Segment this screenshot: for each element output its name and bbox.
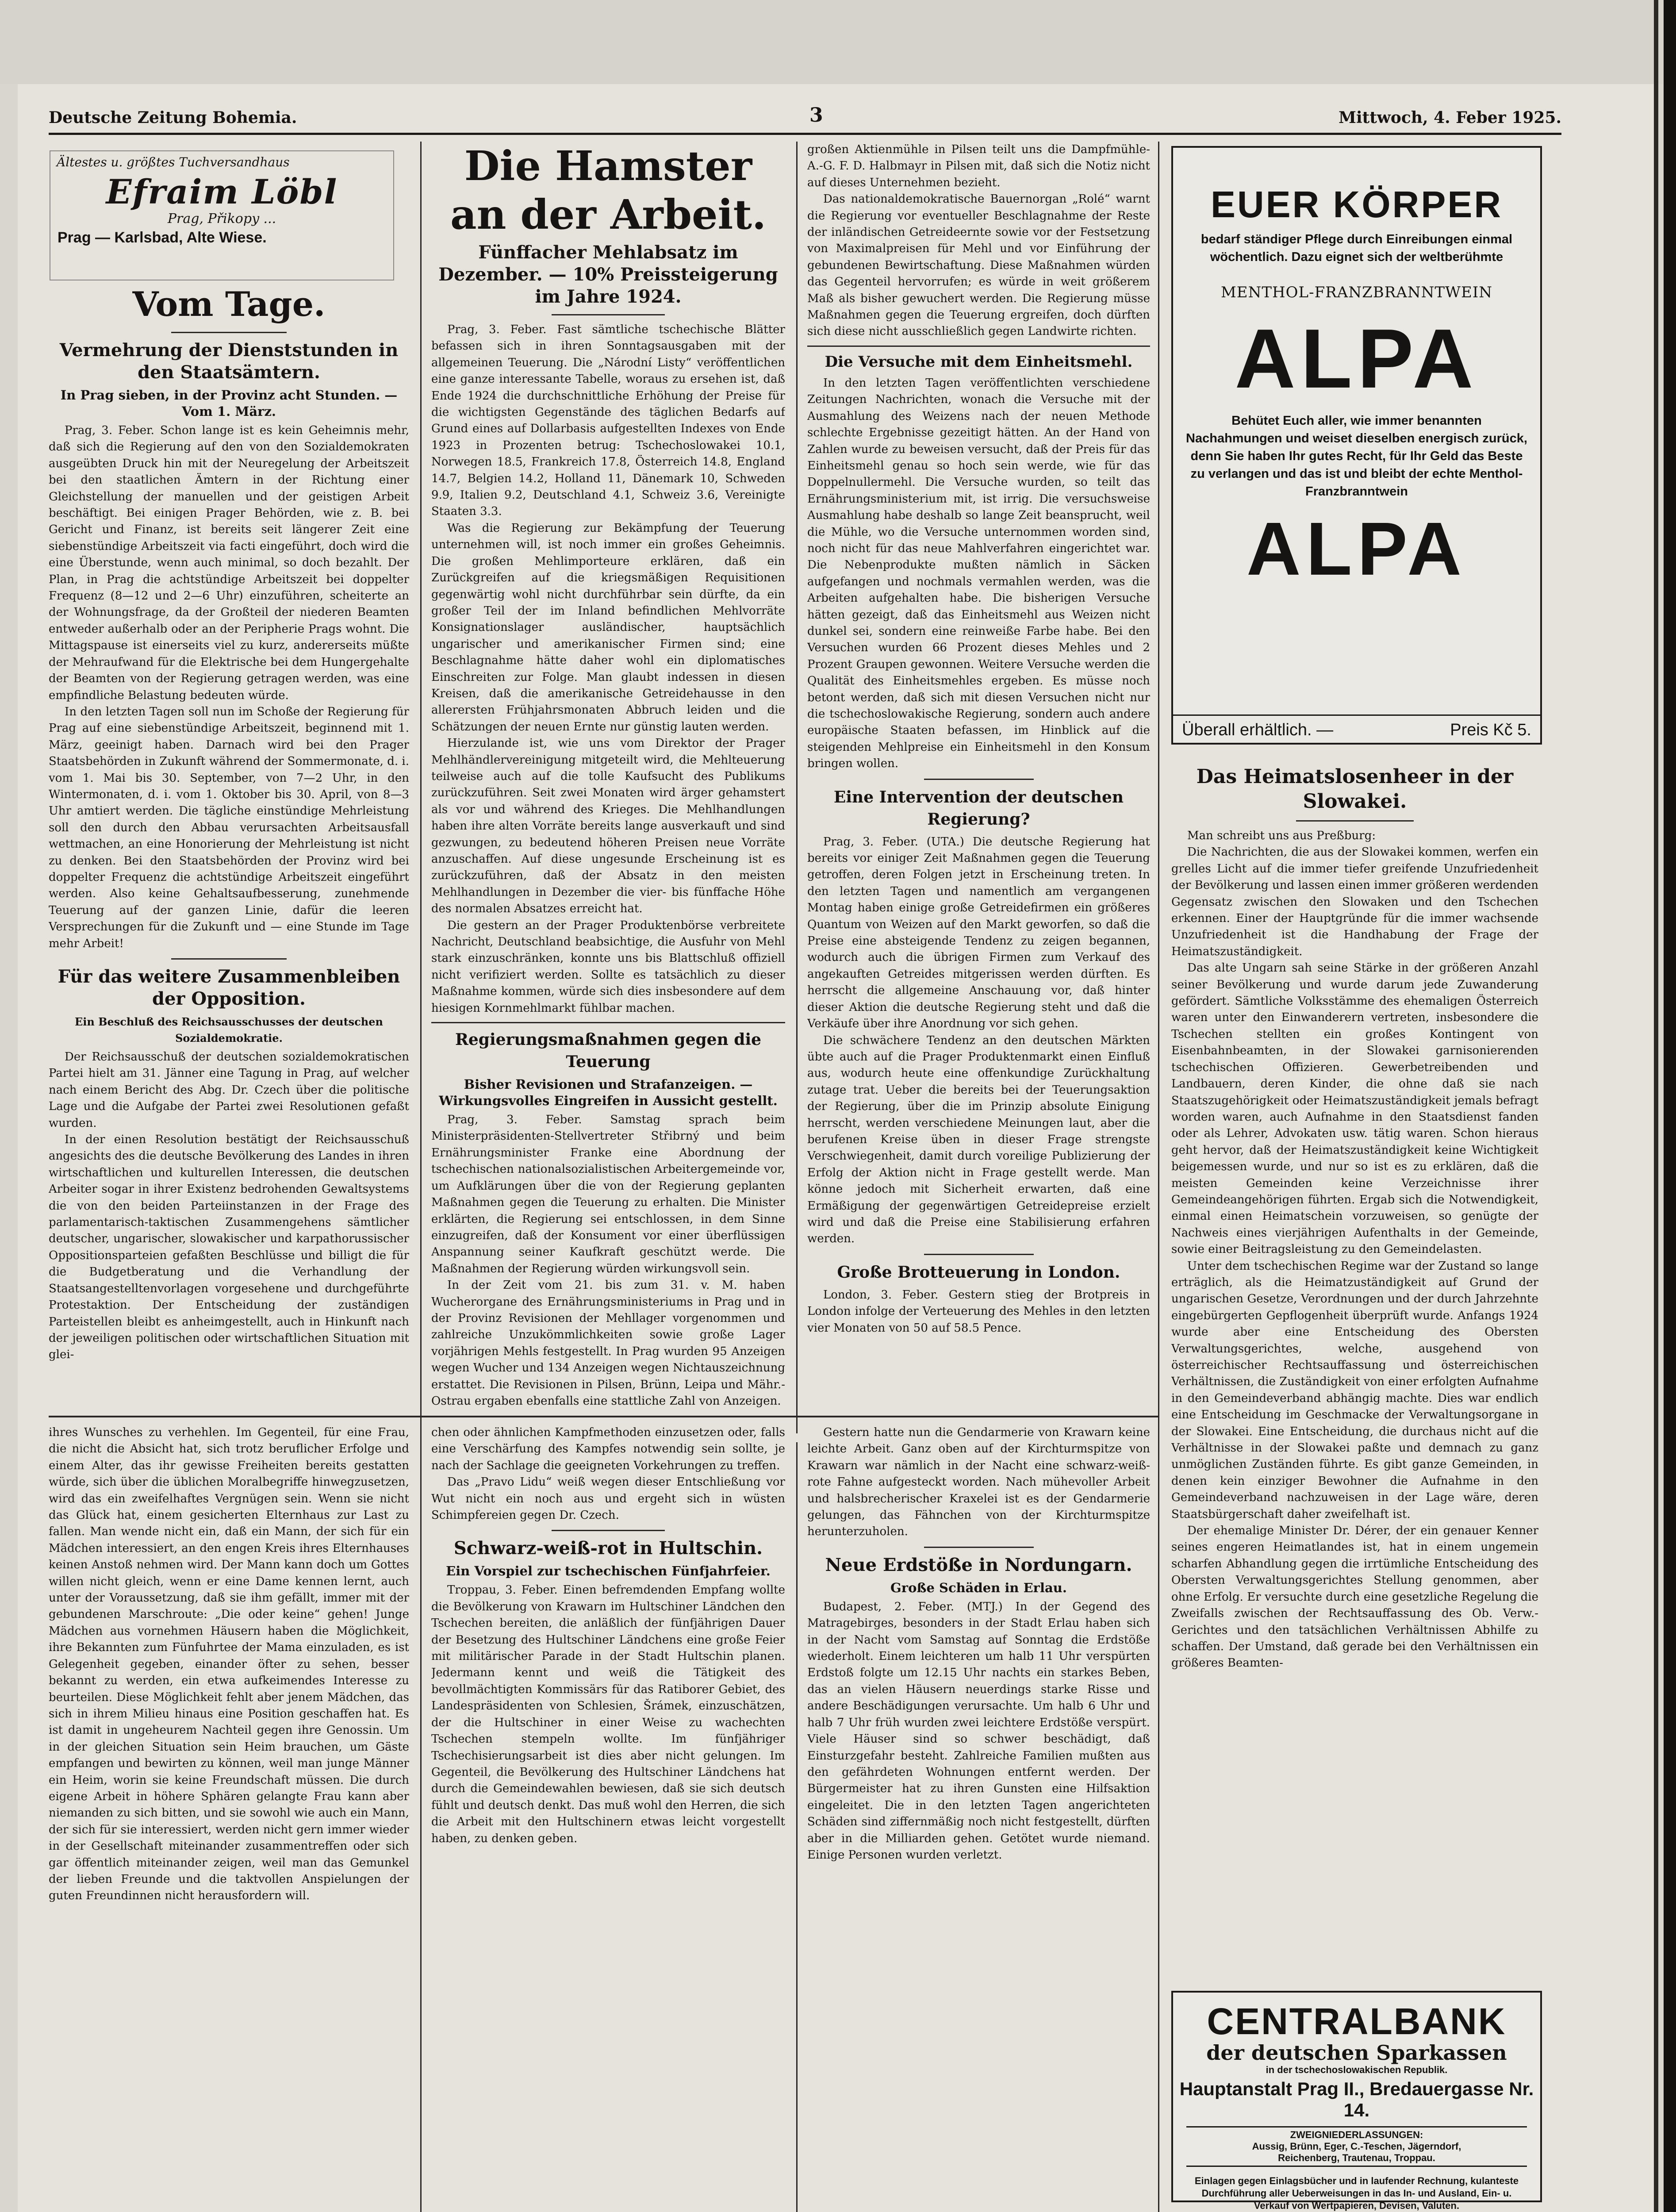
article-paragraph: In den letzten Tagen soll nun im Schoße der Regierung für Prag auf eine siebenstündige Arbeitszeit, beginnend mit 1. März, geeinigt haben. Darnach wird bei den Prager Staatsbehörden in Zukunft während der Sommermonate, d. i. vom 1. Mai bis 30. September, von 7—2 Uhr, in den Wintermonaten, d. i. vom 1. Oktober bis 30. April, von 8—3 Uhr amtiert werden. Die tägliche einstündige Mehrleistung soll den durch den Abbau verursachten Arbeitsausfall wettmachen, an eine Honorierung der Mehrleistung ist nicht zu denken. Bei den Staatsbehörden der Provinz wird bei doppelter Frequenz die achtstündige Arbeitszeit eingeführt werden. Also keine Gehaltsaufbesserung, zunehmende Teuerung auf der ganzen Linie, dafür die leeren Versprechungen für die Zukunft und — eine Stunde im Tage mehr Arbeit! — [49, 705, 409, 950]
divider — [924, 1547, 1034, 1548]
article-headline: Vermehrung der Dienststunden in den Staatsämtern. — [59, 340, 399, 383]
divider — [807, 346, 1150, 347]
lobl-script-top: Ältestes u. größtes Tuchversandhaus — [57, 155, 290, 169]
divider — [1296, 820, 1414, 822]
article-paragraph: Der ehemalige Minister Dr. Dérer, der ein genauer Kenner seines engeren Heimatlandes ist, hat in einem ungemein scharfen Abhandlung gegen die irrtümliche Entscheidung des Obersten Verwaltungsgerichtes Stellung genommen, aber ohne Erfolg. Er versuchte durch eine gesetzliche Regelung die Zweifalls zwischen der Rechtsauffassung des Ob. Verw.-Gerichtes und den tatsächlichen Verhältnissen Abhilfe zu schaffen. Der Umstand, daß gerade bei den Verhältnissen ein größeres Beamten- — [1171, 1524, 1538, 1670]
alpa-warning-text: Behütet Euch aller, wie immer benannten Nachahmungen und weiset dieselben energisch zurück, denn Sie haben Ihr gutes Recht, für Ihr Geld das Beste zu verlangen und das ist und bleibt der echte Menthol-Franzbranntwein — [1186, 414, 1527, 499]
article-paragraph: Prag, 3. Feber. Fast sämtliche tschechische Blätter befassen sich in ihren Sonntagsausgaben mit der allgemeinen Teuerung. Die „Národní Listy“ veröffentlichen eine ganze interessante Tabelle, woraus zu ersehen ist, daß Ende 1924 die durchschnittliche Erhöhung der Preise für die wichtigsten Gegenstände des täglichen Bedarfs auf Grund eines auf Dollarbasis aufgestellten Indexes von Ende 1923 in Prozenten betrug: Tschechoslowakei 10.1, Norwegen 18.5, Frankreich 17.8, Österreich 14.8, England 14.7, Belgien 14.2, Holland 11, Dänemark 10, Schweden 9.9, Italien 9.2, Deutschland 4.1, Schweiz 3.6, Vereinigte Staaten 3.3. — [431, 323, 785, 518]
article-headline: Die Versuche mit dem Einheitsmehl. — [825, 353, 1133, 371]
horizontal-rule — [49, 1416, 1159, 1417]
article-paragraph: chen oder ähnlichen Kampfmethoden einzusetzen oder, falls eine Verschärfung des Kampfes notwendig sein sollte, je nach der Sachlage die geeigneten Vorkehrungen zu treffen. — [431, 1426, 785, 1472]
bank-branches-list: Aussig, Brünn, Eger, C.-Teschen, Jägerndorf, — [1252, 2141, 1461, 2152]
article-paragraph: Budapest, 2. Feber. (MTJ.) In der Gegend des Matragebirges, besonders in der Stadt Erlau haben sich in der Nacht vom Samstag auf Sonntag die Erdstöße wiederholt. Einem leichteren um halb 11 Uhr verspürten Erdstoß folgte um 12.15 Uhr nachts ein starkes Beben, das an vielen Häusern neuerdings starke Risse und andere Beschädigungen verursachte. Um halb 6 Uhr und halb 7 Uhr früh wurden zwei leichtere Erdstöße verspürt. Viele Häuser sind so schwer beschädigt, daß Einsturzgefahr besteht. Zahlreiche Familien mußten aus den gefährdeten Wohnungen entfernt werden. Der Bürgermeister hat zu ihren Gunsten eine Hilfsaktion eingeleitet. Die in den letzten Tagen angerichteten Schäden sind ziffernmäßig noch nicht festgestellt, dürften aber in die Milliarden gehen. Getötet wurde niemand. Einige Personen wurden verletzt. — [807, 1600, 1150, 1862]
alpa-brand: ALPA — [1235, 312, 1479, 406]
article-subheadline: Ein Vorspiel zur tschechischen Fünfjahrfeier. — [446, 1563, 771, 1579]
article-paragraph: London, 3. Feber. Gestern stieg der Brotpreis in London infolge der Verteuerung des Mehles in den letzten vier Monaten von 50 auf 58.5 Pence. — [807, 1288, 1150, 1335]
lead-headline: Die Hamster an der Arbeit. — [450, 142, 767, 238]
alpa-product: MENTHOL-FRANZBRANNTWEIN — [1220, 284, 1493, 301]
divider — [924, 779, 1034, 780]
divider — [552, 1530, 665, 1531]
article-headline: Für das weitere Zusammenbleiben der Opposition. — [58, 966, 400, 1009]
divider — [171, 958, 287, 960]
bank-country: in der tschechoslowakischen Republik. — [1266, 2064, 1448, 2075]
lead-subheadline: Fünffacher Mehlabsatz im Dezember. — 10% Preissteigerung im Jahre 1924. — [438, 242, 778, 307]
lobl-script-sub: Prag, Přikopy ... — [167, 211, 276, 227]
column-2 — [431, 142, 785, 1411]
centralbank-advertisement — [1171, 1991, 1542, 2211]
article-subheadline: Bisher Revisionen und Strafanzeigen. — Wirkungsvolles Eingreifen in Aussicht gestellt. — [439, 1077, 778, 1109]
article-paragraph: Das „Pravo Lidu“ weiß wegen dieser Entschließung vor Wut nicht ein noch aus und ergeht sich in wüsten Schimpfereien gegen Dr. Czech. — [431, 1475, 785, 1522]
bank-branches-list: Reichenberg, Trautenau, Troppau. — [1278, 2152, 1435, 2163]
page-header — [49, 100, 1561, 133]
article-paragraph: Der Reichsausschuß der deutschen sozialdemokratischen Partei hielt am 31. Jänner eine Tagung in Prag, auf welcher nach einem Bericht des Abg. Dr. Czech über die politische Lage und die Aufgabe der Partei zwei Resolutionen gefaßt wurden. — [49, 1050, 409, 1130]
column-rule — [796, 1442, 798, 2212]
article-headline: Regierungsmaßnahmen gegen die Teuerung — [455, 1030, 762, 1071]
alpa-headline: EUER KÖRPER — [1210, 184, 1503, 225]
column-4 — [1171, 761, 1538, 1982]
column-1-feuilleton — [49, 1425, 409, 2212]
article-paragraph: In den letzten Tagen veröffentlichten verschiedene Zeitungen Nachrichten, wonach die Versuche mit der Ausmahlung des Weizens nach der neuen Methode schlechte Ergebnisse gezeitigt hätten. An der Hand von Zahlen wurde zu beweisen versucht, daß der Preis für das Einheitsmehl genau so hoch sein werde, wie für das Doppelnullermehl. Die Versuche wurden, so teilt das Ernährungsministerium mit, ist irrig. Die versuchsweise Ausmahlung habe deshalb so lange Zeit beansprucht, weil die Mühle, wo die Versuche unternommen worden sind, noch nicht für das neue Mahlverfahren eingerichtet war. Die Nebenprodukte mußten nämlich in Säcken aufgefangen und nochmals vermahlen werden, was die Arbeiten aufgehalten habe. Die bisherigen Versuche hätten gezeigt, daß das Einheitsmehl aus Weizen nicht dunkel sei, sondern eine reinweiße Farbe habe. Bei den Versuchen wurden 66 Prozent dieses Mehles und 2 Prozent Graupen gewonnen. Weitere Versuche werden die Qualität des Einheitsmehles ergeben. Es müsse noch betont werden, daß sich mit diesen Versuchen nicht nur die tschechoslowakische Regierung, sondern auch andere europäische Staaten befassen, im Hinblick auf die steigenden Mehlpreise ein Einheitsmehl in den Konsum bringen wollen. — [807, 376, 1150, 771]
alpa-availability: Überall erhältlich. — — [1182, 721, 1334, 739]
scan-edge-inner — [1654, 0, 1658, 2212]
alpa-brand-2: ALPA — [1246, 507, 1467, 591]
article-headline: Große Brotteuerung in London. — [837, 1263, 1120, 1282]
article-paragraph: Die Nachrichten, die aus der Slowakei kommen, werfen ein grelles Licht auf die immer tiefer greifende Unzufriedenheit der Bevölkerung und lassen einen immer größeren werdenden Gegensatz zwischen den Slowaken und den Tschechen erkennen. Einer der Hauptgründe für die immer wachsende Unzufriedenheit ist die Handhabung der Frage der Heimatszuständigkeit. — [1171, 845, 1538, 958]
header-rule — [49, 133, 1561, 135]
section-title: Vom Tage. — [132, 284, 326, 324]
column-rule — [420, 142, 422, 2212]
column-rule — [796, 142, 798, 1433]
issue-date: Mittwoch, 4. Feber 1925. — [1338, 108, 1561, 127]
article-paragraph: Das nationaldemokratische Bauernorgan „Rolé“ warnt die Regierung vor eventueller Beschlagnahme der Reste der inländischen Getreideernte sowie vor der Festsetzung von Maximalpreisen für Mehl und vor Einführung der gebundenen Bewirtschaftung. Diese Maßnahmen würden das Gegenteil hervorrufen; es würde in weit größerem Maß als bisher gewuchert werden. Die Regierung müsse Maßnahmen gegen die Teuerung ergreifen, doch dürften sich diese nicht ausschließlich gegen Landwirte richten. — [807, 192, 1150, 338]
page-number: 3 — [809, 104, 823, 127]
article-paragraph: In der Zeit vom 21. bis zum 31. v. M. haben Wucherorgane des Ernährungsministeriums in Prag und in der Provinz Revisionen der Mehllager vorgenommen und zahlreiche Unzukömmlichkeiten sowie große Lager vorjährigen Mehls festgestellt. In Prag wurden 95 Anzeigen wegen Wucher und 134 Anzeigen wegen Nichtauszeichnung erstattet. Die Revisionen in Pilsen, Brünn, Leipa und Mähr.-Ostrau ergaben ebenfalls eine stattliche Zahl von Anzeigen. — [431, 1279, 785, 1408]
column-3-lower — [807, 1425, 1150, 2212]
divider — [431, 1022, 785, 1023]
bank-headquarters: Hauptanstalt Prag II., Bredauergasse Nr. 14. — [1179, 2078, 1534, 2120]
scan-border — [0, 0, 1676, 84]
bank-services: Einlagen gegen Einlagsbücher und in laufender Rechnung, kulanteste Durchführung aller Ueberweisungen in das In- und Ausland, Ein- u. Verkauf von Wertpapieren, Devisen, Valuten. — [1194, 2175, 1519, 2211]
article-paragraph: Troppau, 3. Feber. Einen befremdenden Empfang wollte die Bevölkerung von Krawarn im Hultschiner Ländchen den Tschechen bereiten, die anläßlich der fünfjährigen Dauer der Besetzung des Hultschiner Ländchens eine große Feier mit militärischer Parade in der Stadt Hultschin planen. Jedermann kennt und weiß die Tätigkeit des bevollmächtigten Kommissärs für das Ratiborer Gebiet, des Landespräsidenten von Schlesien, Šrámek, einzuschätzen, der die Hultschiner in einer Weise zu wachechten Tschechen stempeln wollte. Im fünfjähriger Tschechisierungsarbeit ist dies aber nicht gelungen. Im Gegenteil, die Bevölkerung des Hultschiner Ländchens hat durch die Gemeindewahlen bewiesen, daß sie sich deutsch fühlt und deutsch denkt. Das muß wohl den Herren, die sich die Arbeit mit den Hultschinern etwas leicht vorgestellt haben, zu denken geben. — [431, 1583, 785, 1845]
alpa-price: Preis Kč 5. — [1450, 721, 1531, 739]
alpa-advertisement — [1171, 146, 1542, 745]
bank-name: CENTRALBANK — [1207, 2001, 1507, 2042]
article-headline: Eine Intervention der deutschen Regierung? — [833, 787, 1124, 829]
article-paragraph: Unter dem tschechischen Regime war der Zustand so lange erträglich, als die Heimatzuständigkeit auf Grund der ungarischen Gesetze, Verordnungen und der durch Jahrzehnte eingebürgerten Gepflogenheit überprüft wurde. Anfangs 1924 wurde aber eine Entscheidung des Obersten Verwaltungsgerichtes, welche, ausgehend von österreichischer Rechtsauffassung und österreichischen Verhältnissen, die Zuständigkeit von einer erfolgten Aufnahme in den Gemeindeverband abhängig machte. Dies war endlich eine Entscheidung im Geschmacke der Verwaltungsorgane in der Slowakei. Eine Entscheidung, die durchaus nicht auf die Verhältnisse in der Slowakei paßte und demnach zu ganz unmöglichen Zuständen führte. Es gibt ganze Gemeinden, in denen kein einziger Bewohner die Aufnahme in den Gemeindeverband nachzuweisen in der Lage wäre, deren Staatsbürgerschaft daher zweifelhaft ist. — [1171, 1259, 1538, 1521]
divider — [171, 332, 287, 333]
bank-branches-title: ZWEIGNIEDERLASSUNGEN: — [1290, 2129, 1423, 2140]
article-subheadline: Ein Beschluß des Reichsausschusses der deutschen Sozialdemokratie. — [75, 1015, 383, 1045]
article-paragraph: Man schreibt uns aus Preßburg: — [1187, 829, 1376, 842]
article-paragraph: Prag, 3. Feber. Samstag sprach beim Ministerpräsidenten-Stellvertreter Střibrný und beim Ernährungsminister Franke eine Abordnung der tschechischen nationalsozialistischen Arbeitergemeinde vor, um Aufklärungen über die von der Regierung geplanten Maßnahmen gegen die Teuerung zu erhalten. Die Minister erklärten, die Regierung sei entschlossen, in dem Sinne einzugreifen, daß der Konsument vor einer überflüssigen Anspannung seiner Kaufkraft geschützt werde. Die Maßnahmen der Regierung würden wirkungsvoll sein. — [431, 1113, 785, 1275]
article-paragraph: Das alte Ungarn sah seine Stärke in der größeren Anzahl seiner Bevölkerung und wurde darum jede Zuwanderung gefördert. Sämtliche Volksstämme des ehemaligen Österreich waren unter den Einwanderern vertreten, insbesondere die Tschechen stellten ein großes Kontingent von Eisenbahnbeamten, in der Slowakei garnisonierenden tschechischen Offizieren. Gewerbetreibenden und Landbauern, deren Kinder, die ohne daß sie nach Staatszugehörigkeit oder Heimatszuständigkeit jemals befragt worden waren, auch Aufnahme in den Staatsdienst fanden oder als Lehrer, Advokaten usw. tätig waren. Schon hieraus geht hervor, daß der Heimatszuständigkeit keine Wichtigkeit beigemessen wurde, und nur so ist es zu erklären, daß die meisten Gemeinden keine Verzeichnisse ihrer Gemeindeangehörigen führten. Ergab sich die Notwendigkeit, einmal einen Heimatschein vorzuweisen, so genügte der Nachweis eines vierjährigen Aufenthalts in der Gemeinde, sowie einer Beitragsleistung zu den Gemeindelasten. — [1171, 961, 1538, 1256]
article-paragraph: Gestern hatte nun die Gendarmerie von Krawarn keine leichte Arbeit. Ganz oben auf der Kirchturmspitze von Krawarn war nämlich in der Nacht eine schwarz-weiß-rote Fahne aufgesteckt worden. Nach mühevoller Arbeit und halsbrecherischer Kraxelei ist es der Gendarmerie gelungen, das Fähnchen von der Kirchturmspitze herunterzuholen. — [807, 1426, 1150, 1539]
article-paragraph: Die schwächere Tendenz an den deutschen Märkten übte auch auf die Prager Produktenmarkt einen Einfluß aus, wodurch heute eine offenkundige Zurückhaltung zutage trat. Ueber die bereits bei der Teuerungsaktion der Regierung, über die im Prinzip absolute Einigung herrscht, werden verschiedene Meinungen laut, aber die berufenen Kreise üben in dieser Frage strengste Verschwiegenheit, damit durch voreilige Publizierung der Erfolg der Aktion nicht in Frage gestellt werde. Man könne jedoch mit Sicherheit erwarten, daß eine Ermäßigung der gegenwärtigen Getreidepreise erzielt wird und daß die Preise eine Stabilisierung erfahren werden. — [807, 1033, 1150, 1246]
article-paragraph: Prag, 3. Feber. (UTA.) Die deutsche Regierung hat bereits vor einiger Zeit Maßnahmen gegen die Teuerung getroffen, deren Folgen jetzt in Erscheinung treten. In den letzten Tagen und namentlich am vergangenen Montag haben einige große Getreidefirmen ein größeres Quantum von Weizen auf den Markt geworfen, so daß die Preise eine absteigende Tendenz zu zeigen begannen, wodurch auch die übrigen Firmen zum Verkauf des angekauften Getreides mitgerissen werden dürften. Es herrscht die allgemeine Anschauung vor, daß hinter dieser Aktion die deutsche Regierung steht und daß die Verkäufe über ihre Anordnung vor sich gehen. — [807, 835, 1150, 1031]
column-rule — [1158, 142, 1159, 2212]
column-3 — [807, 142, 1150, 1411]
column-1 — [49, 283, 409, 1407]
scan-edge — [1664, 0, 1676, 2212]
article-subheadline: In Prag sieben, in der Provinz acht Stunden. — Vom 1. März. — [60, 388, 398, 419]
lobl-brand: Efraim Löbl — [106, 172, 338, 211]
alpa-text: bedarf ständiger Pflege durch Einreibungen einmal wöchentlich. Dazu eignet sich der weltberühmte — [1200, 232, 1513, 264]
article-paragraph: großen Aktienmühle in Pilsen teilt uns die Dampfmühle-A.-G. F. D. Halbmayr in Pilsen mit, daß sich die Notiz nicht auf dieses Unternehmen bezieht. — [807, 143, 1150, 189]
divider — [924, 1254, 1034, 1255]
article-paragraph: Die gestern an der Prager Produktenbörse verbreitete Nachricht, Deutschland beabsichtige, die Ausfuhr von Mehl stark einzuschränken, konnte uns bis Blattschluß offiziell nicht verifiziert werden. Sollte es tatsächlich zu dieser Maßnahme kommen, würde sich dies insbesondere auf dem hiesigen Kornmehlmarkt fühlbar machen. — [431, 918, 785, 1015]
column-2-lower — [431, 1425, 785, 2212]
paper-name: Deutsche Zeitung Bohemia. — [49, 108, 297, 127]
article-subheadline: Große Schäden in Erlau. — [890, 1580, 1067, 1595]
article-paragraph: Prag, 3. Feber. Schon lange ist es kein Geheimnis mehr, daß sich die Regierung auf den von den Sozialdemokraten ausgeübten Druck hin mit der Neuregelung der Arbeitszeit bei den staatlichen Ämtern in der Richtung einer Gleichstellung der manuellen und der geistigen Arbeit beschäftigt. Bei einigen Prager Behörden, wie z. B. bei Gericht und Finanz, ist bereits seit längerer Zeit eine siebenstündige Arbeitszeit via facti eingeführt, doch wird die eine Überstunde, wenn auch minimal, so doch bezahlt. Der Plan, in Prag die achtstündige Arbeitszeit bei doppelter Frequenz (8—12 und 2—6 Uhr) einzuführen, scheiterte an der Wohnungsfrage, da der Großteil der niederen Beamten entweder außerhalb oder an der Peripherie Prags wohnt. Die Mittagspause ist einerseits viel zu kurz, andererseits müßte der Mehraufwand für die Elektrische bei dem Hungergehalte der Beamten von der Regierung getragen werden, was eine empfindliche Belastung bedeuten würde. — [49, 424, 409, 702]
divider — [552, 314, 665, 315]
article-paragraph: In der einen Resolution bestätigt der Reichsausschuß angesichts des die deutsche Bevölkerung des Landes in ihren wirtschaftlichen und kulturellen Interessen, die deutschen Arbeiter sogar in ihrer Existenz bedrohenden Gewaltsystems die von den beiden Parteiinstanzen in der Frage des parlamentarisch-taktischen Zusammengehens sämtlicher deutscher, ungarischer, slowakischer und karpathorussischer Oppositionsparteien gefaßten Beschlüsse und billigt die für die Budgetberatung und die Verhandlung der Staatsangestelltenvorlagen vorgesehene und durchgeführte Protestaktion. Der Entscheidung der zuständigen Parteistellen bleibt es anheimgestellt, auch in Hinkunft nach der jeweiligen politischen oder wirtschaftlichen Situation mit glei- — [49, 1133, 409, 1362]
article-headline: Das Heimatslosenheer in der Slowakei. — [1196, 765, 1514, 813]
feuilleton-paragraph: ihres Wunsches zu verhehlen. Im Gegenteil, für eine Frau, die nicht die Absicht hat, sich trotz beruflicher Erfolge und einem Alter, das ihr gewisse Freiheiten bereits gestatten würde, sich über die üblichen Moralbegriffe hinwegzusetzen, wird das ein zweifelhaftes Vergnügen sein. Wenn sie nicht das Glück hat, einem gesicherten Elternhaus zur Last zu fallen. Man wende nicht ein, daß ein Mann, der sich für ein Mädchen interessiert, an den engen Kreis ihres Elternhauses keinen Anstoß nehmen wird. Der Mann kann doch um Gottes willen nicht gleich, wenn er eine Dame kennen lernt, auch unter der Voraussetzung, daß sie ihm gefällt, immer mit der gebundenen Marschroute: „Die oder keine“ gehen! Junge Mädchen aus vornehmen Häusern haben die Möglichkeit, ihre Bekannten zum Fünfuhrtee der Mama einzuladen, es ist Gelegenheit gegeben, einander öfter zu sehen, besser bekannt zu werden, ein etwa aufkeimendes Interesse zu beurteilen. Diese Möglichkeit fehlt aber jenem Mädchen, das sich in ihrem Milieu hinaus eine Position geschaffen hat. Es ist damit in ungeheurem Nachteil gegen ihre Genossin. Um in der gleichen Situation sein Heim brauchen, um Gäste empfangen und bewirten zu können, weil man junge Männer ein Heim, worin sie keine Freundschaft müssen. Die durch eigene Arbeit in höhere Sphären gelangte Frau kann aber niemanden zu sich bitten, und sie sowohl wie auch ein Mann, der sich für sie interessiert, werden nicht gern immer wieder in der Gesellschaft miteinander zusammentreffen oder sich gar öffentlich miteinander zeigen, weil man das Gemunkel der lieben Freunde und die taktvollen Anspielungen der guten Freundinnen nicht herausfordern will. — [49, 1426, 409, 1903]
alpa-footer — [1173, 714, 1540, 743]
article-paragraph: Was die Regierung zur Bekämpfung der Teuerung unternehmen will, ist noch immer ein großes Geheimnis. Die großen Mehlimporteure erklären, daß ein Zurückgreifen auf die kriegsmäßigen Requisitionen gegenwärtig wohl nicht durchführbar sein dürfte, da ein großer Teil der im Inland befindlichen Mehlvorräte Konsignationslager ausländischer, hauptsächlich ungarischer und amerikanischer Firmen sind; eine Beschlagnahme hätte daher wohl ein diplomatisches Einschreiten zur Folge. Man glaubt indessen in diesen Kreisen, daß die amerikanische Getreidehausse in den allerersten Frühjahrsmonaten Abbruch leiden und die Schätzungen der neuen Ernte nur günstig lauten werden. — [431, 521, 785, 733]
lobl-city: Prag — Karlsbad, Alte Wiese. — [58, 229, 267, 246]
lobl-advertisement — [50, 150, 394, 280]
article-headline: Schwarz-weiß-rot in Hultschin. — [453, 1538, 763, 1559]
article-paragraph: Hierzulande ist, wie uns vom Direktor der Prager Mehlhändlervereinigung mitgeteilt wird, die Mehlteuerung teilweise auch auf die tolle Kaufsucht des Publikums zurückzuführen. Seit zwei Monaten wird ärger gehamstert als vor und während des Krieges. Die Mehlhandlungen haben ihre alten Vorräte bereits lange ausverkauft und sind gezwungen, zu bedeutend höheren Preisen neue Vorräte anzuschaffen. Auf diese ungesunde Erscheinung ist es zurückzuführen, daß der Absatz in den meisten Mehlhandlungen in Dezember die vier- bis fünffache Höhe des normalen Absatzes erreicht hat. — [431, 737, 785, 916]
bank-subtitle: der deutschen Sparkassen — [1206, 2041, 1507, 2065]
bank-branches — [1186, 2126, 1527, 2167]
article-headline: Neue Erdstöße in Nordungarn. — [825, 1554, 1132, 1575]
article-paragraph — [431, 1409, 785, 1411]
